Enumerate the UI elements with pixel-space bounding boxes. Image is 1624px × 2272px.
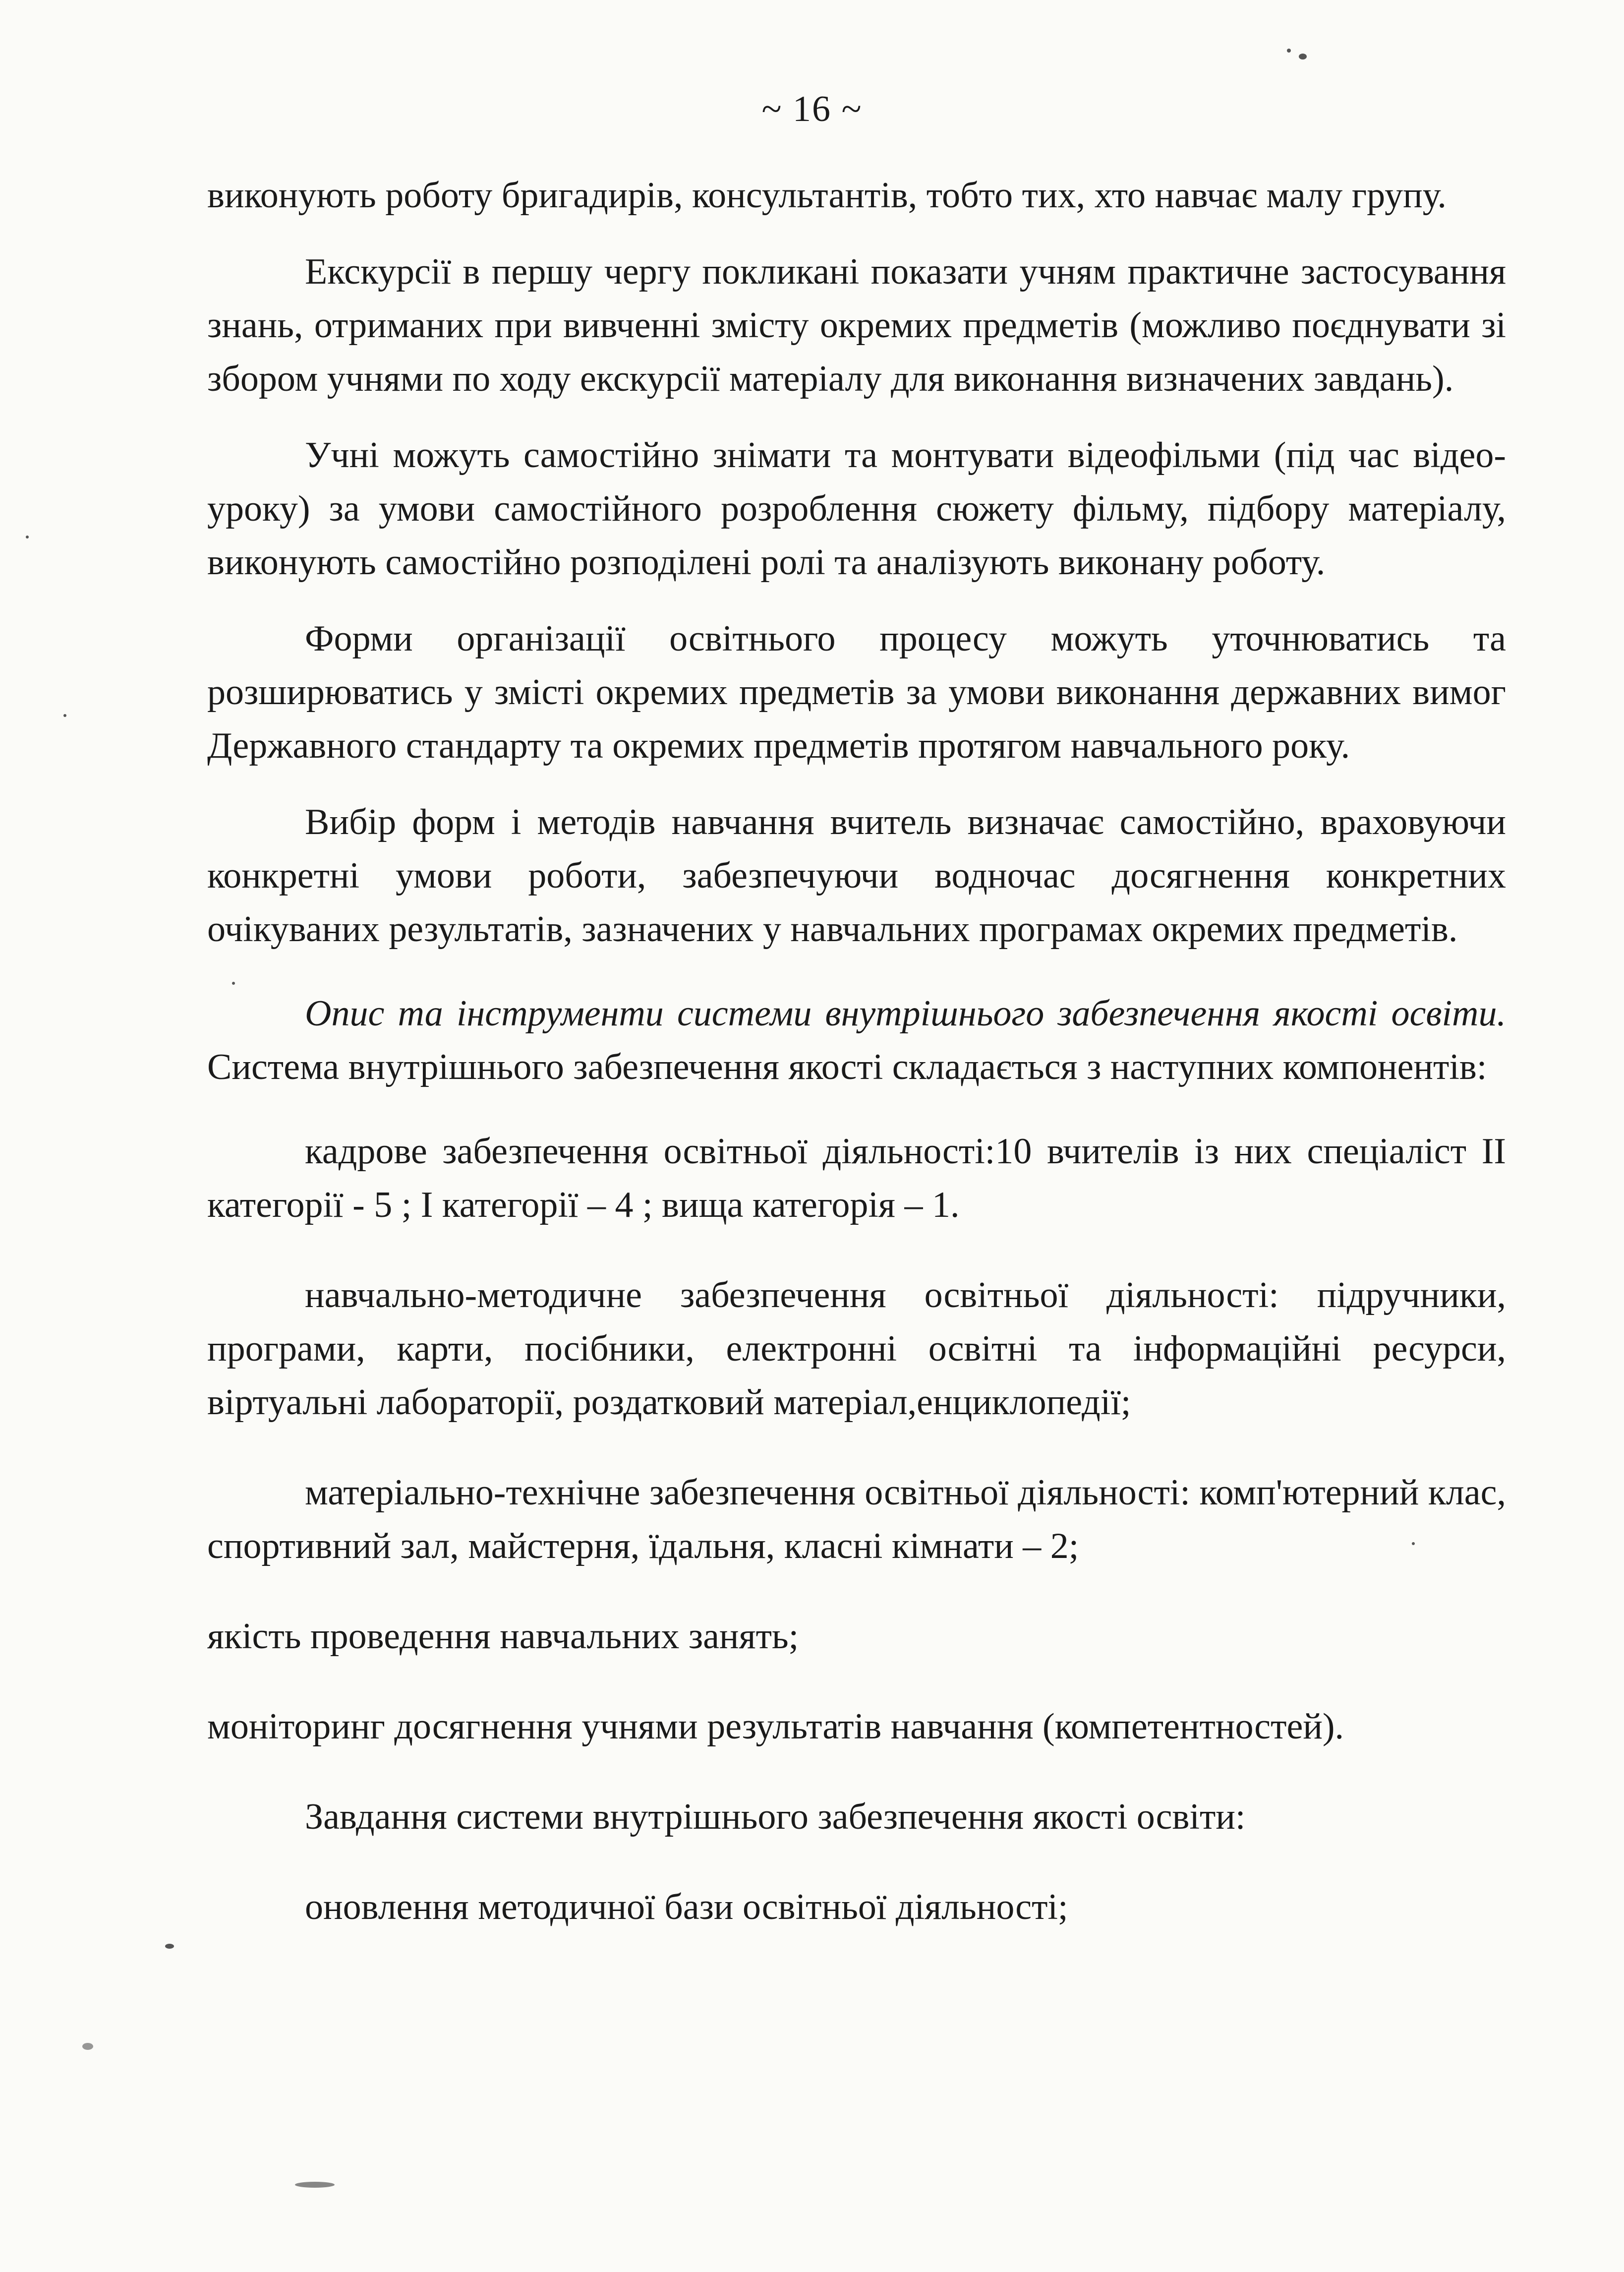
scan-speck xyxy=(232,982,235,985)
scan-speck xyxy=(63,714,66,717)
paragraph-organization-forms: Форми організації освітнього процесу можуть уточнюватись та розширюватись у змісті окремих предметів за умови виконання державних вимог Державного стандарту та окремих предметів протягом навчального року. xyxy=(207,618,1506,766)
paragraph-monitoring: моніторинг досягнення учнями результатів навчання (компетентностей). xyxy=(207,1706,1344,1747)
paragraph-methodical-update: оновлення методичної бази освітньої діяльності; xyxy=(305,1887,1068,1927)
paragraph-continuation: виконують роботу бригадирів, консультантів, тобто тих, хто навчає малу групу. xyxy=(207,175,1447,216)
scan-speck xyxy=(295,2182,335,2188)
paragraph-material-support: матеріально-технічне забезпечення освітньої діяльності: комп'ютерний клас, спортивний зал, майстерня, їдальня, класні кімнати – 2; xyxy=(207,1472,1506,1566)
scan-speck xyxy=(1299,54,1307,60)
scan-speck xyxy=(165,1944,174,1949)
scan-speck xyxy=(82,2043,93,2050)
scan-speck xyxy=(1412,1542,1415,1545)
paragraph-teaching-methods: Вибір форм і методів навчання вчитель визначає самостійно, враховуючи конкретні умови роботи, забезпечуючи водночас досягнення конкретних очікуваних результатів, зазначених у навчальних програмах окремих предметів. xyxy=(207,802,1506,950)
page-number: ~ 16 ~ xyxy=(761,89,863,129)
paragraph-excursions: Екскурсії в першу чергу покликані показати учням практичне застосування знань, отриманих при вивченні змісту окремих предметів (можливо поєднувати зі збором учнями по ходу екскурсії матеріалу для виконання визначених завдань). xyxy=(207,251,1506,399)
paragraph-methodical-support: навчально-методичне забезпечення освітньої діяльності: підручники, програми, карти, посібники, електронні освітні та інформаційні ресурси, віртуальні лабораторії, роздатковий матеріал,енциклопедії; xyxy=(207,1275,1506,1423)
quality-system-text: Система внутрішнього забезпечення якості складається з наступних компонентів: xyxy=(207,1047,1487,1087)
scan-speck xyxy=(26,536,29,538)
scan-speck xyxy=(1287,49,1291,53)
paragraph-quality-system xyxy=(207,987,1506,1094)
paragraph-staffing: кадрове забезпечення освітньої діяльності:10 вчителів із них спеціаліст ІІ категорії - 5 ; І категорії – 4 ; вища категорія – 1. xyxy=(207,1131,1506,1225)
paragraph-lesson-quality: якість проведення навчальних занять; xyxy=(207,1616,799,1657)
quality-system-heading: Опис та інструменти системи внутрішнього забезпечення якості освіти. xyxy=(305,993,1506,1034)
paragraph-system-tasks: Завдання системи внутрішнього забезпечення якості освіти: xyxy=(305,1796,1246,1837)
document-body xyxy=(207,169,1506,1957)
paragraph-video-lessons: Учні можуть самостійно знімати та монтувати відеофільми (під час відео-уроку) за умови самостійного розроблення сюжету фільму, підбору матеріалу, виконують самостійно розподілені ролі та аналізують виконану роботу. xyxy=(207,435,1506,583)
